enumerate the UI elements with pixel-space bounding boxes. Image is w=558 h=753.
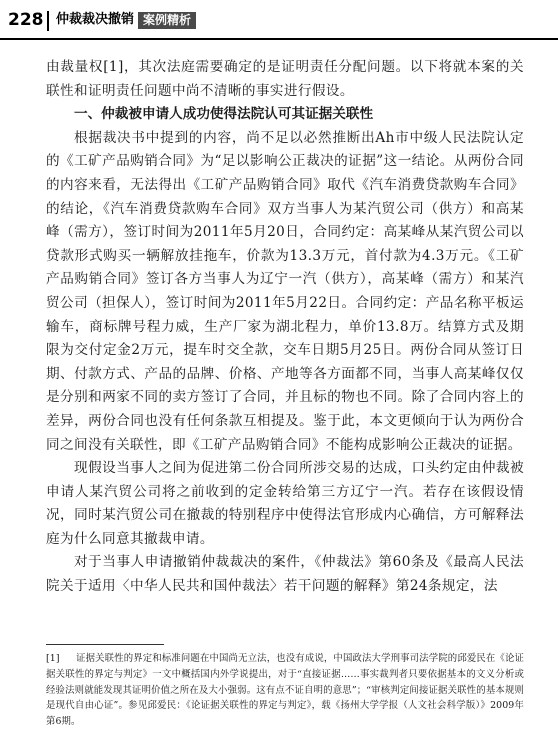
paragraph-4: 对于当事人申请撤销仲裁裁决的案件，《仲裁法》第60条及《最高人民法院关于适用〈中华人民共和国仲裁法〉若干问题的解释》第24条规定，法 [46,554,524,595]
book-title: 仲裁裁决撤销 [56,12,135,27]
page-number: 228 [8,10,44,30]
page-header [0,6,558,36]
section-heading: 一、仲裁被申请人成功使得法院认可其证据关联性 [74,106,374,123]
footnote-marker: [1] [46,653,60,664]
paragraph-2: 根据裁决书中提到的内容，尚不足以必然推断出Ah市中级人民法院认定的《工矿产品购销合同》为“足以影响公正裁决的证据”这一结论。从两份合同的内容来看，无法得出《工矿产品购销合同》取代《汽车消费贷款购车合同》的结论，《汽车消费贷款购车合同》双方当事人为某汽贸公司（供方）和高某峰（需方），签订时间为2011年5月20日，合同约定：高某峰从某汽贸公司以贷款形式购买一辆解放挂拖车，价款为13.3万元，首付款为4.3万元。《工矿产品购销合同》签订各方当事人为辽宁一汽（供方），高某峰（需方）和某汽贸公司（担保人），签订时间为2011年5月22日。合同约定：产品名称平板运输车，商标牌号程力威，生产厂家为湖北程力，单价13.8万。结算方式及期限为交付定金2万元，提车时交全款，交车日期5月25日。两份合同从签订日期、付款方式、产品的品牌、价格、产地等各方面都不同，当事人高某峰仅仅是分别和两家不同的卖方签订了合同，并且标的物也不同。除了合同内容上的差异，两份合同也没有任何条款互相提及。鉴于此，本文更倾向于认为两份合同之间没有关联性，即《工矿产品购销合同》不能构成影响公正裁决的证据。 [46,129,524,453]
header-rule [0,38,558,40]
paragraph-1: 由裁量权[1]，其次法庭需要确定的是证明责任分配问题。以下将就本案的关联性和证明责任问题中尚不清晰的事实进行假设。 [46,59,524,99]
page-body [46,56,524,599]
paragraph-3: 现假设当事人之间为促进第二份合同所涉交易的达成，口头约定由仲裁被申请人某汽贸公司将之前收到的定金转给第三方辽宁一汽。若存在该假设情况，同时某汽贸公司在撤裁的特别程序中使得法官形成内心确信，方可解释法庭为什么同意其撤裁申请。 [46,460,524,547]
header-divider [47,11,49,31]
footnote-text: 证据关联性的界定和标准问题在中国尚无立法，也没有成说，中国政法大学刑事司法学院的邱爱民在《论证据关联性的界定与判定》一文中概括国内外学说提出，对于“直接证据……事实裁判者只要依据基本的文义分析或经验法则就能发现其证明价值之所在及大小强弱。这有点不证自明的意思”；“审核判定间接证据关联性的基本规则是现代自由心证”。参见邱爱民：《论证据关联性的界定与判定》，载《扬州大学学报（人文社会科学版）》2009年第6期。 [46,653,524,728]
section-tag: 案例精析 [138,12,196,29]
footnote [46,651,524,730]
footnote-rule [46,644,164,645]
